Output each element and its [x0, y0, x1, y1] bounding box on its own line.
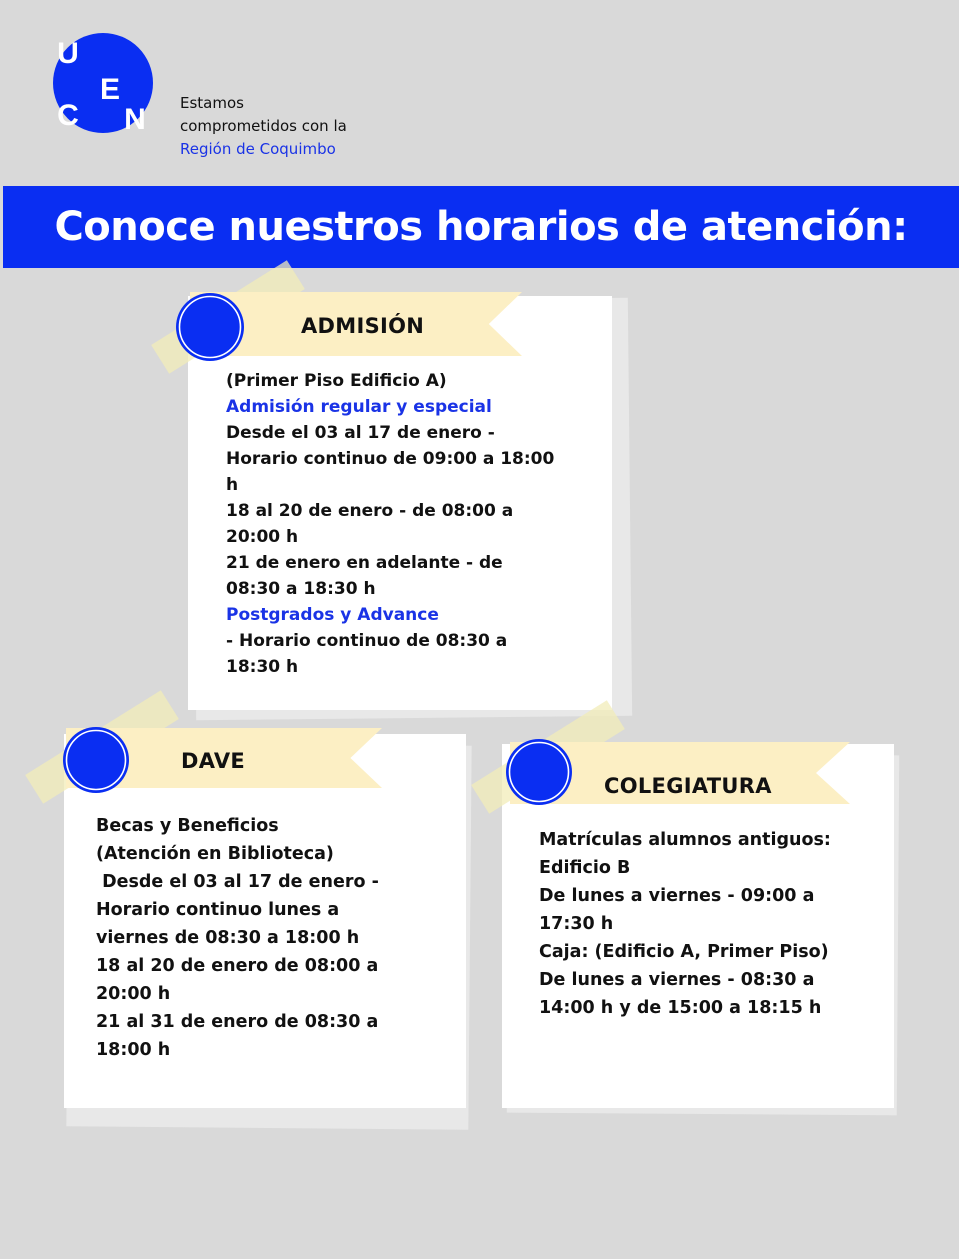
logo-letter-c: C — [57, 99, 79, 132]
card-line: Matrículas alumnos antiguos: — [539, 830, 831, 850]
card-line: 17:30 h — [539, 914, 614, 934]
pin-icon — [503, 736, 575, 808]
logo-letter-u: U — [57, 37, 79, 70]
card-line: Caja: (Edificio A, Primer Piso) — [539, 942, 829, 962]
card-line: 21 de enero en adelante - de — [226, 553, 503, 573]
card-line: Desde el 03 al 17 de enero - — [226, 423, 495, 443]
card-body — [226, 368, 554, 680]
card-line: 18 al 20 de enero de 08:00 a — [96, 956, 379, 976]
card-line: 21 al 31 de enero de 08:30 a — [96, 1012, 379, 1032]
logo-letter-e: E — [99, 73, 121, 106]
card-line: 08:30 a 18:30 h — [226, 579, 376, 599]
card-line: 20:00 h — [96, 984, 171, 1004]
tagline-region: Región de Coquimbo — [180, 140, 336, 158]
card-line: De lunes a viernes - 09:00 a — [539, 886, 815, 906]
card-line: (Atención en Biblioteca) — [96, 844, 334, 864]
pin-icon — [60, 724, 132, 796]
card-body — [539, 826, 831, 1022]
card-line: Horario continuo de 09:00 a 18:00 — [226, 449, 555, 469]
card-line: Becas y Beneficios — [96, 816, 279, 836]
card-line: De lunes a viernes - 08:30 a — [539, 970, 815, 990]
uen-logo — [53, 33, 153, 133]
card-title: ADMISIÓN — [301, 314, 425, 338]
tagline-line-1: Estamos — [180, 94, 244, 112]
card-line: 18:00 h — [96, 1040, 171, 1060]
card-title: COLEGIATURA — [604, 774, 772, 798]
tagline — [180, 92, 347, 161]
tagline-line-2: comprometidos con la — [180, 117, 347, 135]
hours-banner — [3, 186, 959, 268]
card-body — [96, 812, 379, 1064]
card-subheading: Postgrados y Advance — [226, 605, 439, 625]
card-line: Horario continuo lunes a — [96, 900, 340, 920]
card-line: 18 al 20 de enero - de 08:00 a — [226, 501, 514, 521]
card-line: (Primer Piso Edificio A) — [226, 371, 447, 391]
card-line: Edificio B — [539, 858, 631, 878]
banner-title: Conoce nuestros horarios de atención: — [54, 204, 908, 250]
card-line: h — [226, 475, 239, 495]
card-line: - Horario continuo de 08:30 a — [226, 631, 508, 651]
pin-icon — [173, 290, 247, 364]
card-line: 18:30 h — [226, 657, 299, 677]
card-title: DAVE — [181, 749, 246, 773]
card-line: Desde el 03 al 17 de enero - — [96, 872, 379, 892]
card-subheading: Admisión regular y especial — [226, 397, 492, 417]
card-line: 14:00 h y de 15:00 a 18:15 h — [539, 998, 822, 1018]
card-line: viernes de 08:30 a 18:00 h — [96, 928, 360, 948]
logo-circle — [53, 33, 153, 133]
card-line: 20:00 h — [226, 527, 299, 547]
logo-letter-n: N — [124, 103, 146, 133]
